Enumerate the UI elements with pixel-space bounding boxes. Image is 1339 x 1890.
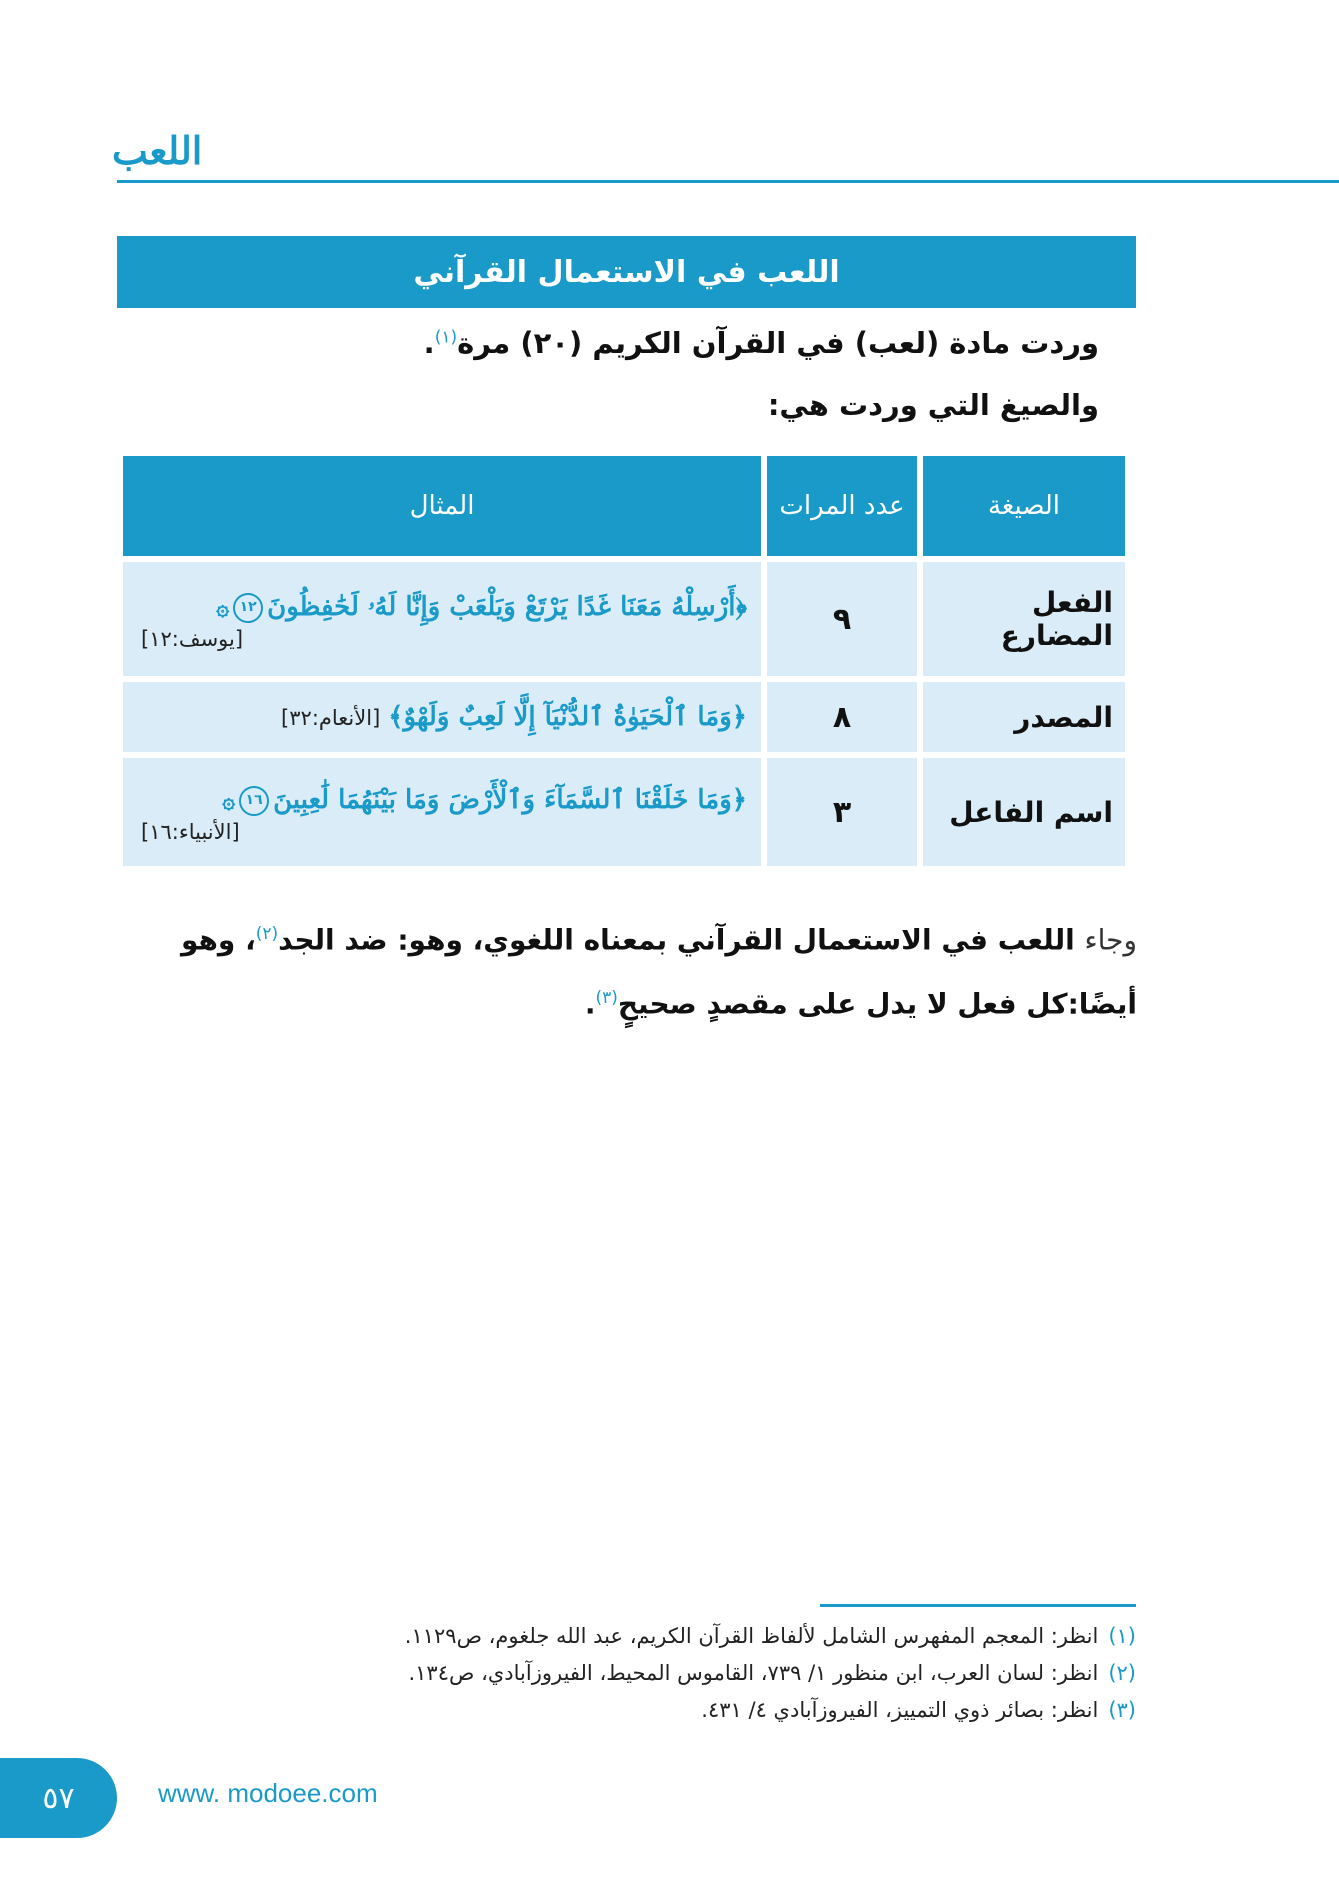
section-banner: اللعب في الاستعمال القرآني <box>117 236 1136 308</box>
intro-line-1-end: . <box>423 326 435 360</box>
footnote-number: (٢) <box>1108 1661 1136 1685</box>
form-cell: المصدر <box>923 682 1125 752</box>
verse-reference: [الأنبياء:١٦] <box>141 819 240 844</box>
header-rule <box>117 180 1339 183</box>
intro-line-1 <box>424 326 1099 360</box>
footnote-ref-3[interactable]: (٣) <box>595 988 618 1009</box>
paragraph-part-1: اللعب في الاستعمال القرآني بمعناه اللغوي، وهو: ضد الجد <box>278 923 1085 957</box>
header-count: عدد المرات <box>767 456 917 556</box>
footnote-item <box>405 1655 1136 1692</box>
count-cell: ٩ <box>767 562 917 676</box>
body-paragraph <box>117 905 1137 1034</box>
ornament-icon: ۞ <box>222 787 236 814</box>
verse-reference: [يوسف:١٢] <box>141 626 244 651</box>
website-link[interactable]: www. modoee.com <box>158 1778 378 1808</box>
verse-text-content: ﴿وَمَا خَلَقْنَا ٱلسَّمَآءَ وَٱلْأَرْضَ وَمَا بَيْنَهُمَا لَٰعِبِينَ <box>273 784 747 815</box>
ornament-icon: ۞ <box>216 594 230 621</box>
form-cell: اسم الفاعل <box>923 758 1125 866</box>
header-form: الصيغة <box>923 456 1125 556</box>
footnote-number: (١) <box>1108 1624 1136 1648</box>
verse-number-badge: ١٦ <box>239 786 269 816</box>
count-cell: ٣ <box>767 758 917 866</box>
footnote-rule <box>820 1604 1136 1607</box>
example-cell <box>123 562 761 676</box>
footnotes <box>405 1618 1136 1729</box>
footnote-number: (٣) <box>1108 1698 1136 1722</box>
forms-table <box>117 450 1131 872</box>
footnote-ref-2[interactable]: (٢) <box>255 924 279 944</box>
example-cell <box>123 758 761 866</box>
count-cell: ٨ <box>767 682 917 752</box>
footnote-item <box>405 1692 1136 1729</box>
verse-text-content: ﴿وَمَا ٱلْحَيَوٰةُ ٱلدُّنْيَآ إِلَّا لَعِبٌ وَلَهْوٌ﴾ <box>388 701 747 732</box>
verse-text <box>137 781 747 820</box>
page-header-title: اللعب <box>112 128 203 173</box>
footnote-ref-1[interactable]: (١) <box>434 327 458 348</box>
verse-text-content: ﴿أَرْسِلْهُ مَعَنَا غَدًا يَرْتَعْ وَيَلْعَبْ وَإِنَّا لَهُۥ لَحَٰفِظُونَ <box>267 591 747 622</box>
header-example: المثال <box>123 456 761 556</box>
verse-number-badge: ١٢ <box>233 593 263 623</box>
paragraph-end: . <box>584 987 596 1021</box>
table-row <box>123 562 1125 676</box>
paragraph-lead: وجاء <box>1084 923 1137 957</box>
footnote-text: انظر: لسان العرب، ابن منظور ١/ ٧٣٩، القاموس المحيط، الفيروزآبادي، ص١٣٤. <box>408 1661 1099 1685</box>
table-row <box>123 682 1125 752</box>
footnote-text: انظر: بصائر ذوي التمييز، الفيروزآبادي ٤/ ٤٣١. <box>701 1698 1099 1722</box>
verse-text <box>137 588 747 627</box>
table-row <box>123 758 1125 866</box>
verse-text <box>137 698 747 737</box>
form-cell: الفعل المضارع <box>923 562 1125 676</box>
example-cell <box>123 682 761 752</box>
page-number: ٥٧ <box>0 1758 117 1838</box>
footnote-text: انظر: المعجم المفهرس الشامل لألفاظ القرآن الكريم، عبد الله جلغوم، ص١١٢٩. <box>404 1624 1099 1648</box>
intro-line-1-text: وردت مادة (لعب) في القرآن الكريم (٢٠) مرة <box>457 326 1099 360</box>
paragraph-part-2: ، وهو أيضًا:كل فعل لا يدل على مقصدٍ صحيحٍ <box>180 923 1137 1021</box>
intro-line-2: والصيغ التي وردت هي: <box>767 388 1099 422</box>
footnote-item <box>405 1618 1136 1655</box>
verse-reference: [الأنعام:٣٢] <box>281 705 381 730</box>
table-header-row <box>123 456 1125 556</box>
